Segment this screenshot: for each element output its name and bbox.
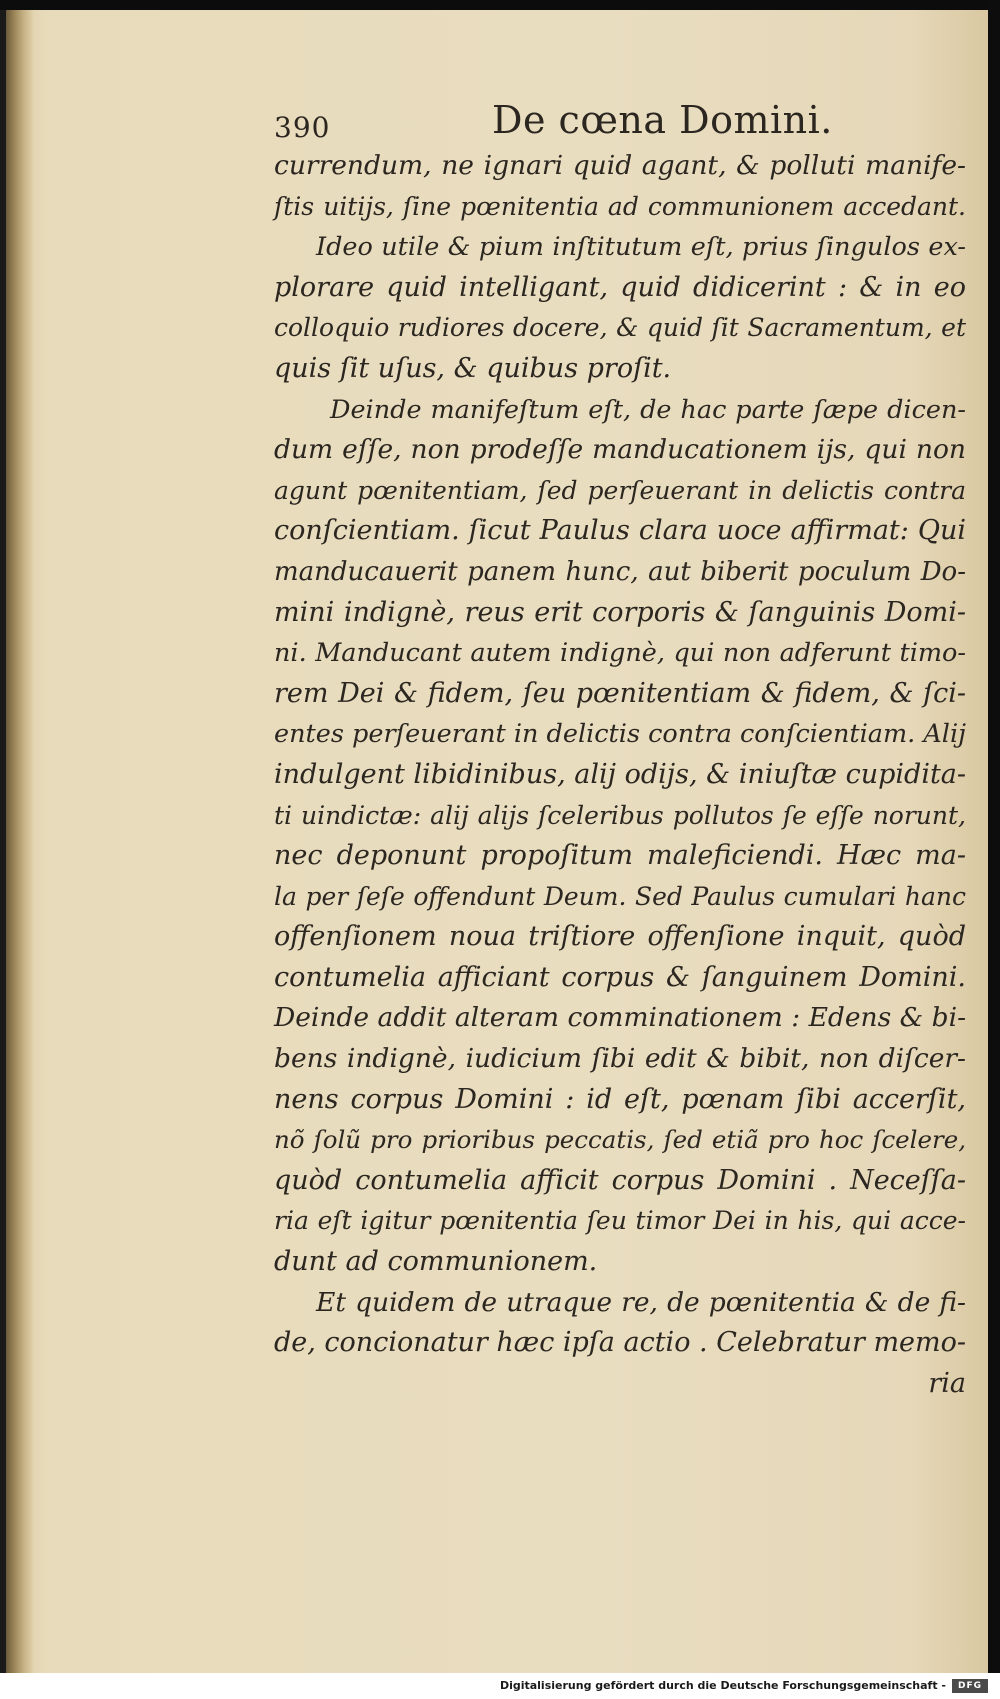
right-border (988, 0, 1000, 1699)
text-line: dunt ad communionem. (274, 1246, 598, 1278)
text-line: plorare quid intelligant, quid didicerint : & in eo (274, 271, 966, 303)
text-line: offenſionem noua triſtiore offenſione inquit, quòd (274, 921, 966, 953)
funding-note: Digitalisierung gefördert durch die Deutsche Forschungsgemeinschaft - (499, 1679, 946, 1692)
dfg-logo: DFG (952, 1679, 988, 1693)
text-line: bens indignè, iudicium ſibi edit & bibit, non diſcer- (274, 1043, 966, 1075)
text-line: Deinde manifeſtum eſt, de hac parte ſæpe dicen- (330, 394, 966, 425)
digitization-footer (0, 1673, 1000, 1699)
text-line: nõ ſolũ pro prioribus peccatis, ſed etiã pro hoc ſcelere, (274, 1125, 966, 1155)
text-line: ni. Manducant autem indignè, qui non adferunt timo- (274, 638, 966, 669)
text-line: de, concionatur hæc ipſa actio . Celebratur memo- (274, 1327, 967, 1359)
page-number: 390 (274, 111, 331, 144)
running-head (274, 100, 966, 146)
text-line: nens corpus Domini : id eſt, pœnam ſibi accerſit, (274, 1083, 966, 1115)
text-line: ria eſt igitur pœnitentia ſeu timor Dei in his, qui acce- (274, 1206, 966, 1236)
text-line: entes perſeuerant in delictis contra conſcientiam. Alij (274, 719, 967, 750)
text-line: dum eſſe, non prodeſſe manducationem ijs, qui non (274, 434, 966, 466)
page-text (274, 100, 966, 1404)
text-line: contumelia afficiant corpus & ſanguinem Domini. (274, 961, 966, 993)
text-line: Deinde addit alteram comminationem : Edens & bi- (274, 1002, 967, 1034)
catchword: ria (928, 1367, 966, 1399)
top-border (0, 0, 1000, 10)
text-line: nec deponunt propoſitum maleficiendi. Hæc ma- (274, 840, 966, 872)
text-line: la per ſeſe offendunt Deum. Sed Paulus cumulari hanc (274, 881, 966, 911)
text-line: quis ſit uſus, & quibus proſit. (274, 352, 672, 384)
running-title: De cœna Domini. (492, 98, 833, 142)
text-line: rem Dei & fidem, ſeu pœnitentiam & fidem, & ſci- (274, 677, 966, 709)
text-line: quòd contumelia afficit corpus Domini . Neceſſa- (274, 1164, 966, 1196)
text-line: colloquio rudiores docere, & quid ſit Sacramentum, et (274, 313, 966, 343)
text-line: agunt pœnitentiam, ſed perſeuerant in delictis contra (274, 475, 966, 505)
text-line: manducauerit panem hunc, aut biberit poculum Do- (274, 556, 966, 587)
text-line: ti uindictæ: alij alijs ſceleribus pollutos ſe eſſe norunt, (274, 800, 966, 830)
text-line: indulgent libidinibus, alij odijs, & iniuſtæ cupidita- (274, 758, 967, 790)
text-line: mini indignè, reus erit corporis & ſanguinis Domi- (274, 596, 966, 628)
page-binding-shadow (6, 10, 34, 1673)
text-line: ſtis uitijs, ſine pœnitentia ad communionem accedant. (274, 191, 966, 221)
text-line: conſcientiam. ſicut Paulus clara uoce affirmat: Qui (274, 515, 966, 547)
text-line: currendum, ne ignari quid agant, & polluti manife- (274, 150, 966, 181)
text-line: Et quidem de utraque re, de pœnitentia & de fi- (316, 1286, 966, 1318)
text-line: Ideo utile & pium inſtitutum eſt, prius ſingulos ex- (316, 232, 966, 263)
